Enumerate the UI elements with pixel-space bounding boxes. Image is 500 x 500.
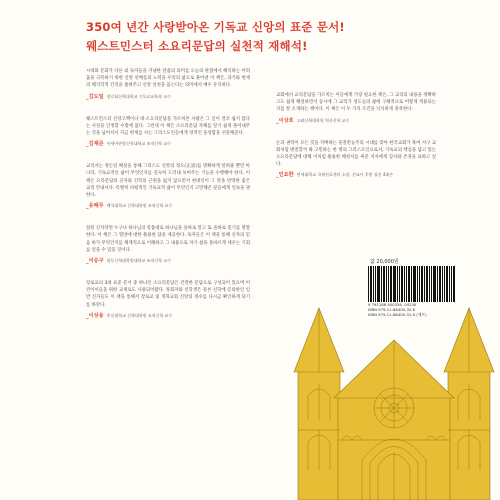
endorsement <box>86 280 250 319</box>
barcode-bar <box>446 266 448 302</box>
barcode-bar <box>368 266 369 302</box>
right-endorsement-column <box>276 92 436 194</box>
endorser-affiliation: 아세아연합신학대학교 조직신학 교수 <box>106 141 172 147</box>
endorsement <box>276 140 436 179</box>
barcode-bar <box>411 266 412 302</box>
endorsement <box>86 68 250 100</box>
endorser-name: _유해무 <box>86 203 104 210</box>
barcode-bar <box>424 266 425 302</box>
endorser-affiliation: 장로회신학대학교 기독교교육학 교수 <box>106 93 172 99</box>
endorser-affiliation: 연세대학교 국제진료센터 소장, 선교사 후원 필진 4대손 <box>296 172 394 178</box>
barcode-bar <box>375 266 376 302</box>
cathedral-illustration <box>290 300 500 500</box>
endorsement-text: 교회에서 교리문답을 가르치는 이들에게 가장 필요한 책은, 그 교리의 내용을 정확하고도 쉽게 해설하면서 동시에 그 교리가 성도들의 삶에 구체적으로 어떻게 적용되는지를 잘 소개하는 책이다. 이 책은 이 두 가지 조건을 넉넉하게 충족한다. <box>276 93 436 113</box>
barcode-bar <box>417 266 418 302</box>
barcode-bars <box>368 266 458 302</box>
barcode-bar <box>444 266 445 302</box>
endorser-affiliation: 백석대학교 신학대학원 조직신학 교수 <box>106 203 173 209</box>
endorser-name: _이상웅 <box>86 312 104 319</box>
endorser-name: _김도일 <box>86 93 104 100</box>
endorsement-text: 교리서는 정돈된 해설을 통해 그리스도 신앙의 정오(正誤)를 명확하게 알려줄 뿐만 아니라, 기독교적인 삶이 무엇인지를 깊숙히 드러내 보여주는 기능을 수행해야 한다. 이 책은 요리문답의 골자와 신학의 근원을 잃지 않으면서 현대인이 그 맛을 반영한 좋은 교리 안내서다. 특별히 비평적인 기독교적 삶이 무엇인지 고민해온 분들에게 일독을 권한다. <box>86 164 250 199</box>
headline <box>86 18 486 56</box>
endorsement <box>276 92 436 124</box>
barcode-bar <box>439 266 441 302</box>
barcode-bar <box>442 266 443 302</box>
barcode-bar <box>381 266 382 302</box>
barcode-bar <box>426 266 428 302</box>
endorser <box>86 140 250 147</box>
barcode-bar <box>399 266 400 302</box>
endorser <box>86 312 250 319</box>
barcode-bar <box>383 266 385 302</box>
barcode-bar <box>429 266 430 302</box>
endorser-name: _김재준 <box>86 141 104 148</box>
barcode-bar <box>437 266 438 302</box>
barcode-bar <box>370 266 372 302</box>
barcode-bar <box>421 266 423 302</box>
barcode-bar <box>406 266 407 302</box>
endorser-name: _인요한 <box>276 172 294 179</box>
endorser-affiliation: 고려신학대학원 역사신학 교수 <box>296 117 350 123</box>
endorser <box>276 117 436 124</box>
barcode-bar <box>413 266 416 302</box>
barcode-bar <box>377 266 380 302</box>
barcode-bar <box>449 266 450 302</box>
barcode-number: 9 791188 400326 <box>368 302 402 307</box>
barcode-bar <box>397 266 398 302</box>
isbn-set-line: ISBN 979-11-88400-31-9 (세트) <box>368 312 427 317</box>
barcode-addon: 04230 <box>404 302 417 307</box>
endorsement <box>86 116 250 148</box>
endorsement-text: 시대와 문화가 다른 외 독자들을 겨냥한 말씀의 의미를 오늘의 관점에서 해석하는 어려움을 극복하기 위한 신앙 선배들의 노력을 우리의 삶으로 풀어낸 이 책은, 과거와 현재의 해석학적 간격을 좁혀주고 신앙 실천을 돕는다는 의미에서 매우 유익하다. <box>86 69 250 89</box>
endorser <box>276 171 436 178</box>
endorser <box>86 93 250 100</box>
barcode-bar <box>431 266 432 302</box>
left-endorsement-column <box>86 68 250 335</box>
endorser <box>86 202 250 209</box>
barcode-bar <box>453 266 455 302</box>
barcode-bar <box>373 266 374 302</box>
endorser-name: _이상호 <box>276 117 294 124</box>
barcode-bar <box>419 266 420 302</box>
isbn-line: ISBN 979-11-88400-32-6 <box>368 307 416 312</box>
endorsement <box>86 225 250 264</box>
barcode-bar <box>393 266 396 302</box>
endorsement-text: 돈과 권력이 모든 것을 지배하는 물질만능주의 시대를 맞아 한국교회가 혹여 서구 교회처럼 변질할까 봐 고민하는 한 명의 그리스도인으로서, 기독교의 핵심을 담고 있는 소요리문답에 대해 이처럼 훌륭한 해설서를 써준 저자에게 감사와 존경을 표하고 싶다. <box>276 140 436 168</box>
endorsement <box>86 163 250 209</box>
barcode-bar <box>433 266 436 302</box>
barcode-bar <box>386 266 387 302</box>
endorser <box>86 257 250 264</box>
headline-line-1: 350여 년간 사랑받아온 기독교 신앙의 표준 문서! <box>86 20 345 34</box>
barcode-bar <box>401 266 403 302</box>
headline-line-2: 웨스트민스터 소요리문답의 실천적 재해석! <box>86 39 308 53</box>
endorser-name: _이승구 <box>86 258 104 265</box>
endorsement-text: 웨스트민스터 신앙고백이나 대·소요리문답을 가르쳐본 사람은 그 일이 결코 쉽지 않다는 사실을 인정할 수밖에 없다. 그런데 이 책은 소요리문답 자체를 알기 쉽게 풀어내주는 것을 넘어서서 지금 현재를 사는 그리스도인들에게 영적인 풍성함을 선물해준다. <box>86 116 250 137</box>
barcode-bar <box>408 266 410 302</box>
barcode-bar <box>388 266 389 302</box>
endorser-affiliation: 합동신학대학원대학교 조직신학 교수 <box>106 258 172 264</box>
barcode-bar <box>451 266 452 302</box>
endorsement-text: 장로교의 3대 표준 문서 중 하나인 소요리문답은 간결한 문답으로 구성되어 있으며 어린이이들을 위한 교재로도 사용되어왔다. 목회자와 신학생은 물론 신학에 문외한인 일반 신자들도 이 책을 통해서 장로교 및 개혁교회 신앙의 정수를 다시금 확인하게 되기를 바란다. <box>86 281 250 308</box>
endorsement-text: 참된 신자라면 누구나 하나님의 말씀대로 하나님을 올바로 알고 또 올바로 믿기를 열망한다. 이 책은 그 열망에 대한 훌륭한 답을 제공한다. 독자들은 이 책을 통해 신자의 믿음 바가 무엇인지를 체계적으로 이해하고 그 내용으로 자기 삶을 올바르게 세우는 기회를 얻을 수 있을 것이다. <box>86 226 250 253</box>
barcode-bar <box>404 266 405 302</box>
endorser-affiliation: 총신대학교 신학대학원 조직신학 교수 <box>106 312 173 318</box>
price-label: 값 20,000원 <box>370 259 399 265</box>
barcode-bar <box>390 266 392 302</box>
